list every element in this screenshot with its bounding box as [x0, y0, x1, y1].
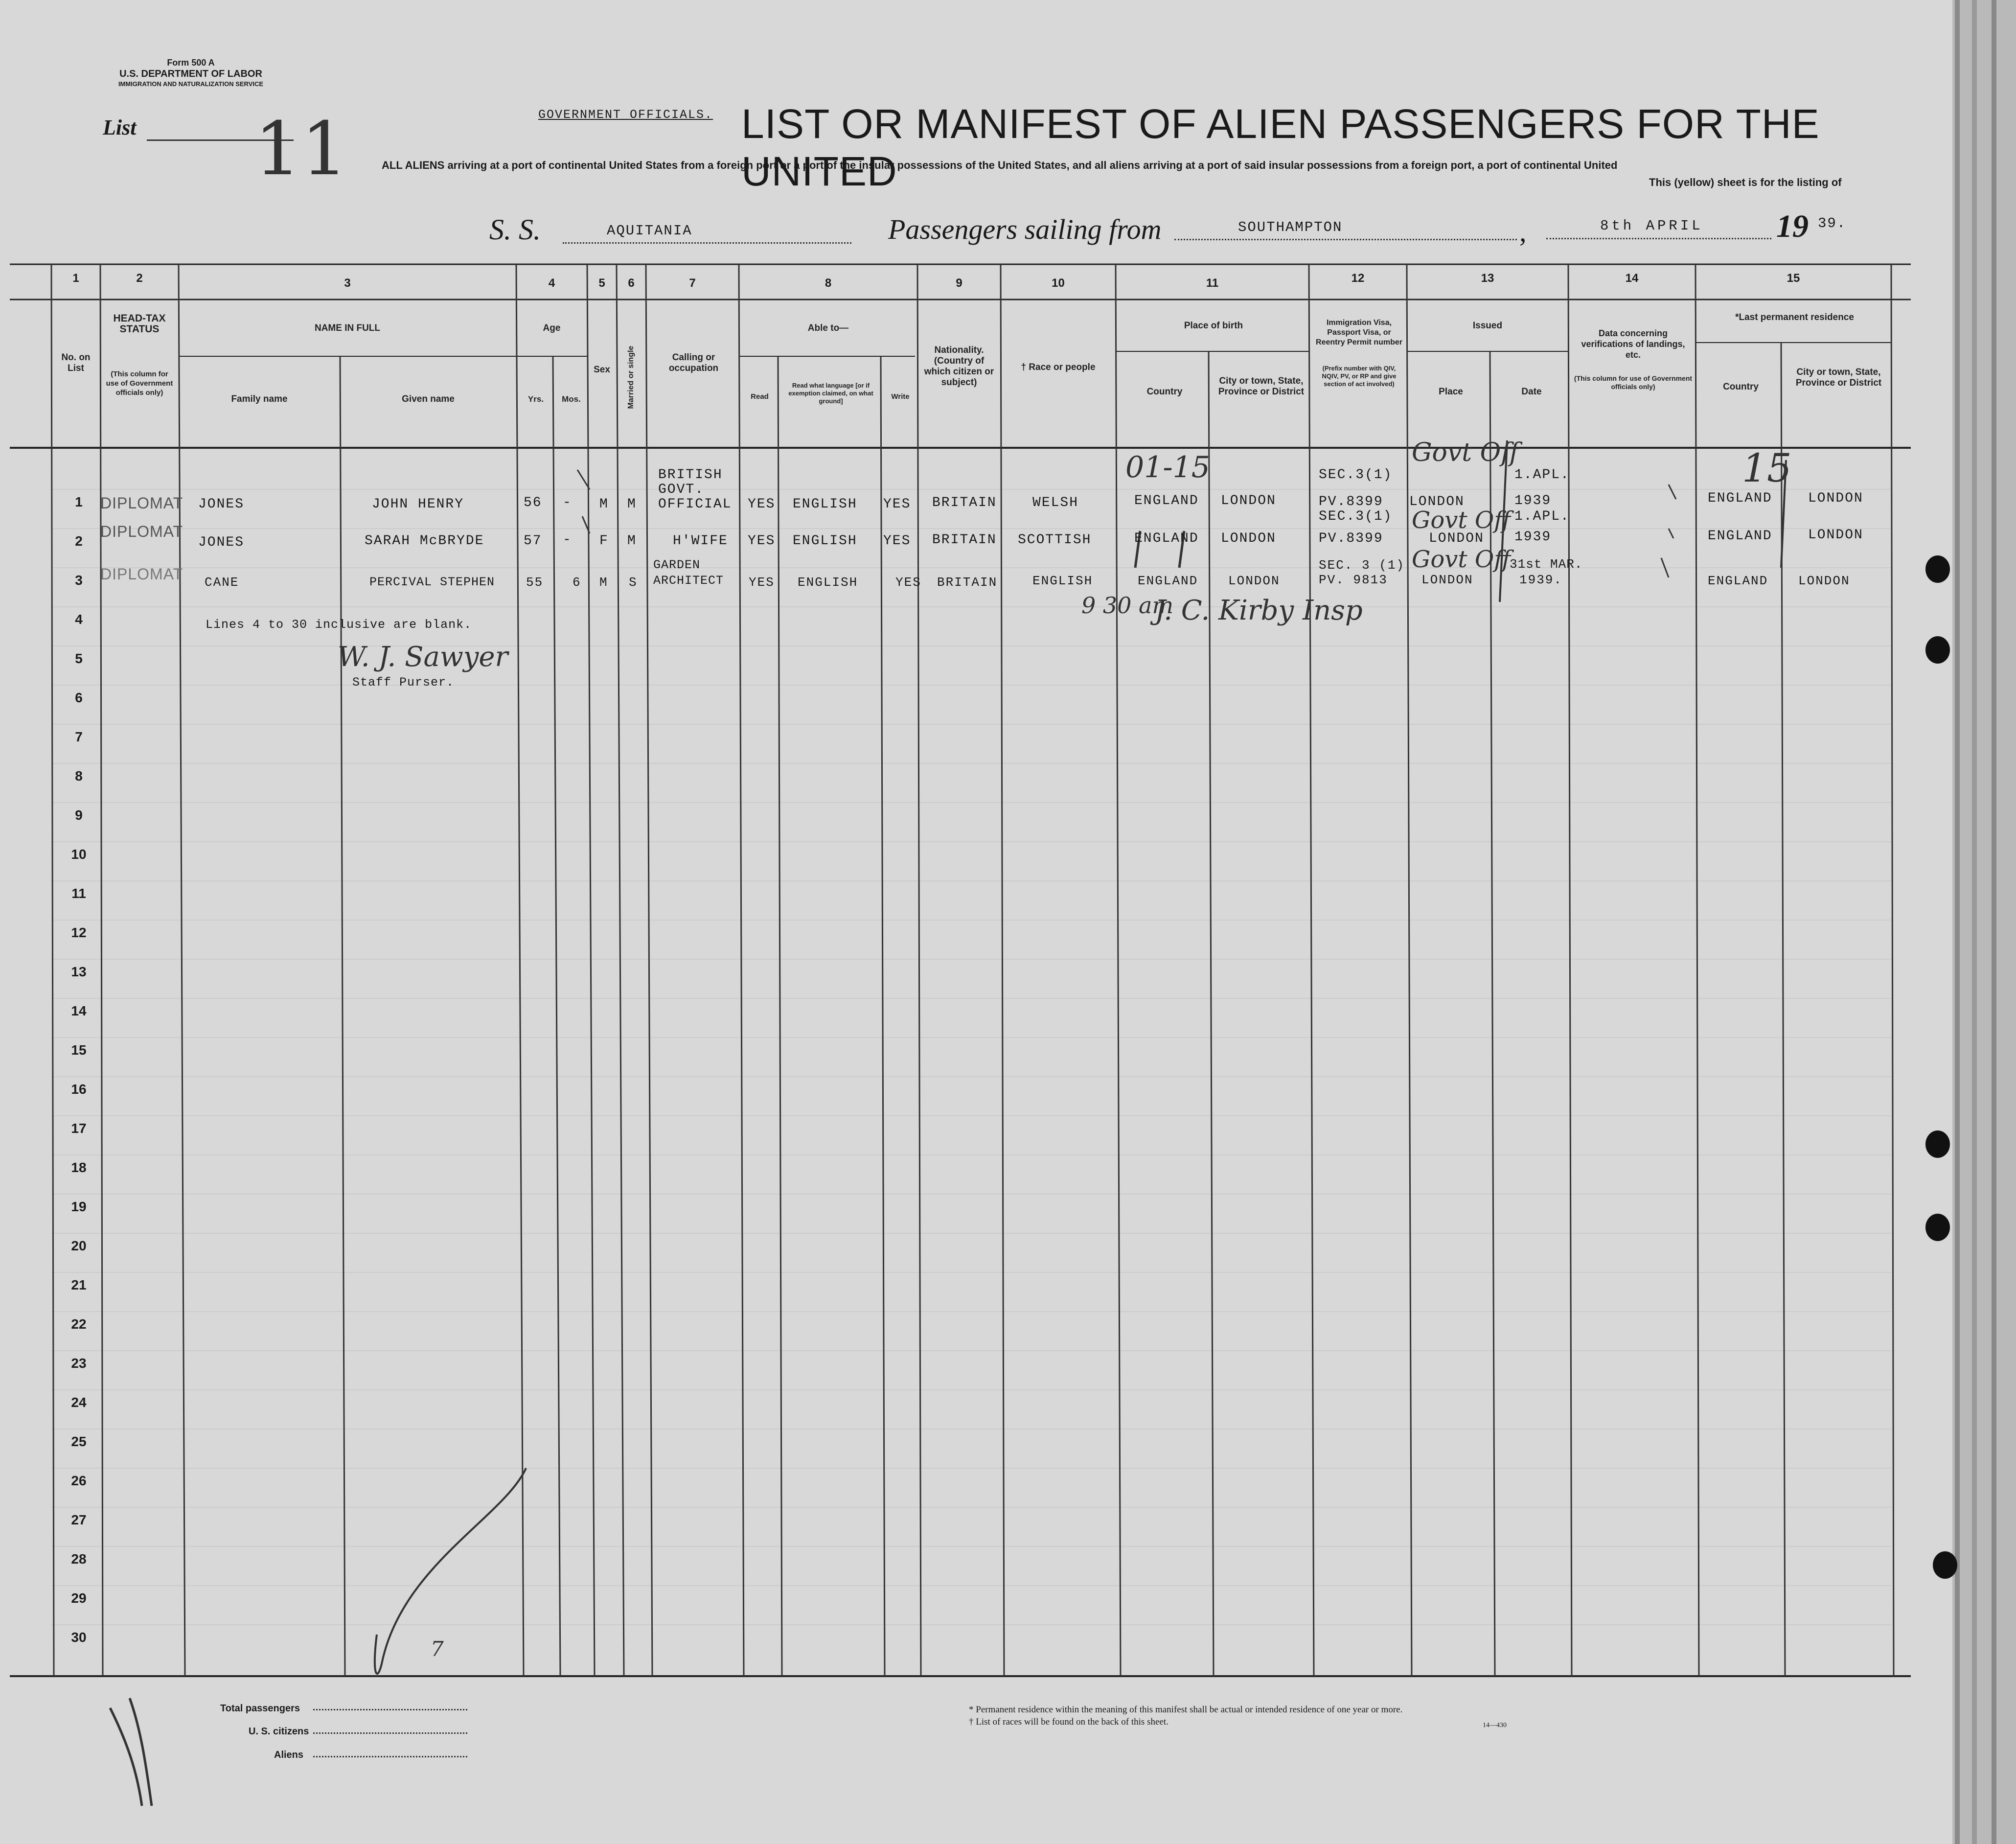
issued-year: 1939.: [1519, 573, 1563, 587]
row-number: 29: [71, 1590, 87, 1606]
handwritten-01-15: 01-15: [1125, 450, 1210, 484]
row-number: 4: [75, 612, 83, 627]
issued-date: 1.APL.: [1514, 509, 1570, 524]
given-name: PERCIVAL STEPHEN: [369, 575, 495, 589]
col-num-2: 2: [136, 272, 143, 285]
age-years: 56: [524, 495, 542, 510]
birth-country: ENGLAND: [1134, 531, 1199, 546]
punch-hole: [1925, 1130, 1950, 1158]
col-num-4: 4: [548, 277, 555, 290]
marital-status: M: [627, 533, 637, 549]
visa-number: PV.8399: [1319, 531, 1383, 546]
row-number: 3: [75, 573, 83, 588]
col-num-7: 7: [689, 277, 696, 290]
race: WELSH: [1032, 495, 1079, 510]
row-number: 9: [75, 807, 83, 823]
race: ENGLISH: [1032, 574, 1093, 588]
row-number: 20: [71, 1238, 87, 1253]
handwritten-inspector-signature: J. C. Kirby Insp: [1155, 595, 1363, 626]
given-name: JOHN HENRY: [372, 497, 464, 512]
col-num-14: 14: [1625, 272, 1639, 285]
residence-footnote: * Permanent residence within the meaning of this manifest shall be actual or intended residence of one year or more.: [969, 1705, 1403, 1715]
sailing-date: 8th APRIL: [1600, 218, 1703, 234]
punch-hole: [1933, 1551, 1957, 1579]
hdr-age: Age: [543, 323, 561, 333]
hdr-given-name: Given name: [402, 394, 455, 404]
hdr-data-concerning: Data concerning verifications of landings, etc.: [1581, 328, 1685, 360]
row-number: 24: [71, 1395, 87, 1410]
row-number: 2: [75, 533, 83, 549]
hdr-read-lang: Read what language [or if exemption claimed, on what ground]: [788, 382, 873, 405]
family-name: CANE: [205, 575, 239, 590]
row-number: 13: [71, 964, 87, 979]
given-name: SARAH McBRYDE: [365, 533, 484, 549]
hdr-read: Read: [751, 392, 769, 401]
race: SCOTTISH: [1018, 532, 1092, 548]
residence-country: ENGLAND: [1708, 529, 1772, 544]
blank-lines-note: Lines 4 to 30 inclusive are blank.: [206, 618, 472, 632]
can-read: YES: [748, 497, 776, 512]
year-suffix: 39.: [1818, 215, 1847, 231]
year-prefix: 19: [1776, 208, 1809, 244]
handwritten-7: 7: [431, 1637, 444, 1661]
age-months: -: [563, 495, 572, 510]
row-number: 14: [71, 1003, 87, 1018]
col-num-13: 13: [1481, 272, 1494, 285]
issued-year: 1939: [1514, 493, 1552, 508]
manifest-subtitle-2: This (yellow) sheet is for the listing of: [1649, 176, 1842, 188]
total-passengers-line: [313, 1709, 467, 1710]
col-num-6: 6: [628, 277, 635, 290]
row-number: 17: [71, 1121, 87, 1136]
row-number: 28: [71, 1551, 87, 1567]
can-write: YES: [895, 575, 921, 590]
us-citizens-label: U. S. citizens: [249, 1726, 309, 1737]
language: ENGLISH: [798, 575, 858, 590]
issued-place: LONDON: [1421, 573, 1473, 587]
hdr-head-tax-note: (This column for use of Government officials only): [106, 370, 173, 397]
ship-name: AQUITANIA: [607, 223, 692, 239]
hdr-name-in-full: NAME IN FULL: [314, 323, 381, 333]
occupation-line-1: GARDEN: [653, 558, 701, 572]
issued-date: 31st MAR.: [1510, 557, 1583, 572]
row-number: 5: [75, 651, 83, 666]
occupation-line-2: GOVT.: [658, 482, 705, 497]
sex: M: [599, 497, 609, 512]
row-number: 16: [71, 1082, 87, 1097]
col-num-3: 3: [344, 277, 351, 290]
comma: ,: [1519, 216, 1527, 248]
aliens-label: Aliens: [274, 1750, 304, 1760]
can-write: YES: [883, 533, 911, 549]
page-edge: [1972, 0, 1977, 1844]
language: ENGLISH: [793, 533, 857, 549]
col-num-8: 8: [825, 277, 832, 290]
hdr-res-city: City or town, State, Province or District: [1795, 367, 1882, 388]
hdr-birth-city: City or town, State, Province or District: [1218, 376, 1305, 397]
row-number: 19: [71, 1199, 87, 1214]
can-read: YES: [748, 533, 776, 549]
hdr-family-name: Family name: [231, 394, 288, 404]
hdr-res-country: Country: [1723, 382, 1759, 392]
row-number: 10: [71, 847, 87, 862]
col-num-5: 5: [598, 277, 605, 290]
col-num-15: 15: [1787, 272, 1800, 285]
row-number: 23: [71, 1356, 87, 1371]
head-tax-stamp: DIPLOMAT: [100, 565, 183, 583]
row-number: 6: [75, 690, 83, 705]
row-number: 26: [71, 1473, 87, 1488]
residence-city: LONDON: [1798, 574, 1850, 588]
visa-section: SEC.3(1): [1319, 467, 1393, 483]
visa-section: SEC.3(1): [1319, 509, 1393, 524]
row-number: 8: [75, 768, 83, 784]
residence-city: LONDON: [1808, 491, 1863, 506]
age-months: 6: [573, 575, 581, 590]
occupation-line-2: ARCHITECT: [653, 574, 724, 588]
hdr-issued: Issued: [1472, 321, 1503, 331]
head-tax-stamp: DIPLOMAT: [100, 523, 183, 540]
service: IMMIGRATION AND NATURALIZATION SERVICE: [118, 80, 264, 88]
row-number: 12: [71, 925, 87, 940]
row-number: 11: [71, 886, 86, 901]
residence-country: ENGLAND: [1708, 491, 1772, 506]
marital-status: M: [627, 497, 637, 512]
family-name: JONES: [198, 535, 245, 550]
sailing-label: Passengers sailing from: [888, 213, 1162, 245]
list-number: 11: [254, 107, 348, 192]
family-name: JONES: [198, 497, 245, 512]
row-number: 21: [71, 1277, 87, 1292]
age-years: 55: [526, 575, 544, 590]
birth-country: ENGLAND: [1138, 574, 1198, 588]
row-number: 25: [71, 1434, 87, 1449]
list-label: List: [103, 115, 137, 139]
punch-hole: [1925, 1214, 1950, 1241]
hdr-race: † Race or people: [1021, 362, 1096, 372]
row-number: 18: [71, 1160, 87, 1175]
hdr-birth-country: Country: [1146, 387, 1183, 397]
col-num-10: 10: [1052, 277, 1065, 290]
nationality: BRITAIN: [932, 532, 997, 548]
birth-city: LONDON: [1221, 493, 1276, 508]
punch-hole: [1925, 555, 1950, 583]
col-num-12: 12: [1351, 272, 1365, 285]
col-num-9: 9: [956, 277, 962, 290]
us-citizens-line: [313, 1732, 467, 1734]
manifest-title: LIST OR MANIFEST OF ALIEN PASSENGERS FOR THE UNITED: [741, 101, 1820, 194]
form-code: 14—430: [1483, 1722, 1507, 1729]
punch-hole: [1925, 636, 1950, 664]
hdr-no-on-list: No. on List: [61, 352, 91, 373]
nationality: BRITAIN: [932, 495, 997, 510]
port: SOUTHAMPTON: [1238, 219, 1343, 235]
hdr-visa-note: (Prefix number with QIV, NQIV, PV, or RP and give section of act involved): [1322, 365, 1397, 388]
ss-label: S. S.: [489, 213, 541, 246]
language: ENGLISH: [793, 497, 857, 512]
total-passengers-label: Total passengers: [220, 1703, 300, 1714]
hdr-visa: Immigration Visa, Passport Visa, or Reentry Permit number: [1316, 319, 1402, 346]
visa-number: PV.8399: [1319, 494, 1383, 509]
category: GOVERNMENT OFFICIALS.: [538, 108, 713, 122]
col-num-1: 1: [72, 272, 79, 285]
birth-city: LONDON: [1228, 574, 1280, 588]
birth-city: LONDON: [1221, 531, 1276, 546]
issued-year: 1939: [1514, 530, 1552, 545]
nationality: BRITAIN: [937, 575, 998, 590]
occupation-line-1: BRITISH: [658, 467, 723, 483]
issued-place: LONDON: [1409, 494, 1465, 509]
hdr-able-to: Able to—: [807, 323, 849, 333]
races-footnote: † List of races will be found on the back of this sheet.: [969, 1717, 1168, 1727]
form-number: Form 500 A: [167, 58, 215, 68]
marital-status: S: [629, 575, 638, 590]
age-months: -: [563, 532, 572, 548]
col-num-11: 11: [1206, 277, 1219, 290]
handwritten-time: 9 30 am: [1081, 592, 1174, 619]
hdr-last-residence: *Last permanent residence: [1735, 312, 1854, 323]
issued-date: 1.APL.: [1514, 467, 1570, 483]
occupation-line-3: OFFICIAL: [658, 497, 732, 512]
handwritten-govt-off-3: Govt Off: [1412, 546, 1511, 573]
hdr-place-of-birth: Place of birth: [1184, 321, 1243, 331]
row-number: 27: [71, 1512, 87, 1527]
row-number: 15: [71, 1042, 87, 1058]
hdr-head-tax: HEAD-TAX STATUS: [113, 313, 166, 335]
head-tax-stamp: DIPLOMAT: [100, 494, 183, 512]
hdr-data-note: (This column for use of Government officials only): [1574, 374, 1693, 391]
purser-title: Staff Purser.: [352, 675, 455, 690]
row-number: 1: [75, 494, 83, 509]
row-number: 30: [71, 1630, 87, 1645]
age-years: 57: [524, 533, 542, 549]
sex: M: [599, 575, 608, 590]
residence-city: LONDON: [1808, 528, 1863, 543]
hdr-issued-date: Date: [1521, 387, 1542, 397]
hdr-write: Write: [891, 392, 910, 401]
visa-number: PV. 9813: [1319, 573, 1388, 587]
visa-section: SEC. 3 (1): [1319, 558, 1405, 573]
hdr-sex: Sex: [594, 365, 610, 375]
residence-country: ENGLAND: [1708, 574, 1768, 588]
occupation-line-1: H'WIFE: [673, 533, 728, 549]
aliens-line: [313, 1756, 467, 1757]
hdr-mos: Mos.: [562, 394, 581, 404]
hdr-married: Married or single: [627, 346, 635, 409]
purser-signature: W. J. Sawyer: [338, 641, 508, 673]
can-read: YES: [749, 575, 775, 590]
hdr-yrs: Yrs.: [527, 394, 544, 404]
page-edge: [1992, 0, 1996, 1844]
handwritten-govt-off-1: Govt Off: [1412, 438, 1519, 467]
row-number: 22: [71, 1316, 87, 1332]
hdr-calling: Calling or occupation: [668, 352, 719, 373]
manifest-subtitle: ALL ALIENS arriving at a port of continental United States from a foreign port or a port of the insular possessions of the United States, and all aliens arriving at a port of said insular possessions from a foreign port, a port of continental United: [382, 159, 1618, 171]
handwritten-govt-off-2: Govt Off: [1412, 507, 1511, 534]
row-number: 7: [75, 729, 83, 744]
handwritten-15: 15: [1742, 445, 1792, 491]
issued-place: LONDON: [1429, 531, 1484, 546]
hdr-nationality: Nationality. (Country of which citizen or subject): [924, 345, 994, 388]
hdr-issued-place: Place: [1439, 387, 1463, 397]
birth-country: ENGLAND: [1134, 493, 1199, 508]
department: U.S. DEPARTMENT OF LABOR: [119, 69, 262, 79]
sex: F: [599, 533, 609, 549]
can-write: YES: [883, 497, 911, 512]
